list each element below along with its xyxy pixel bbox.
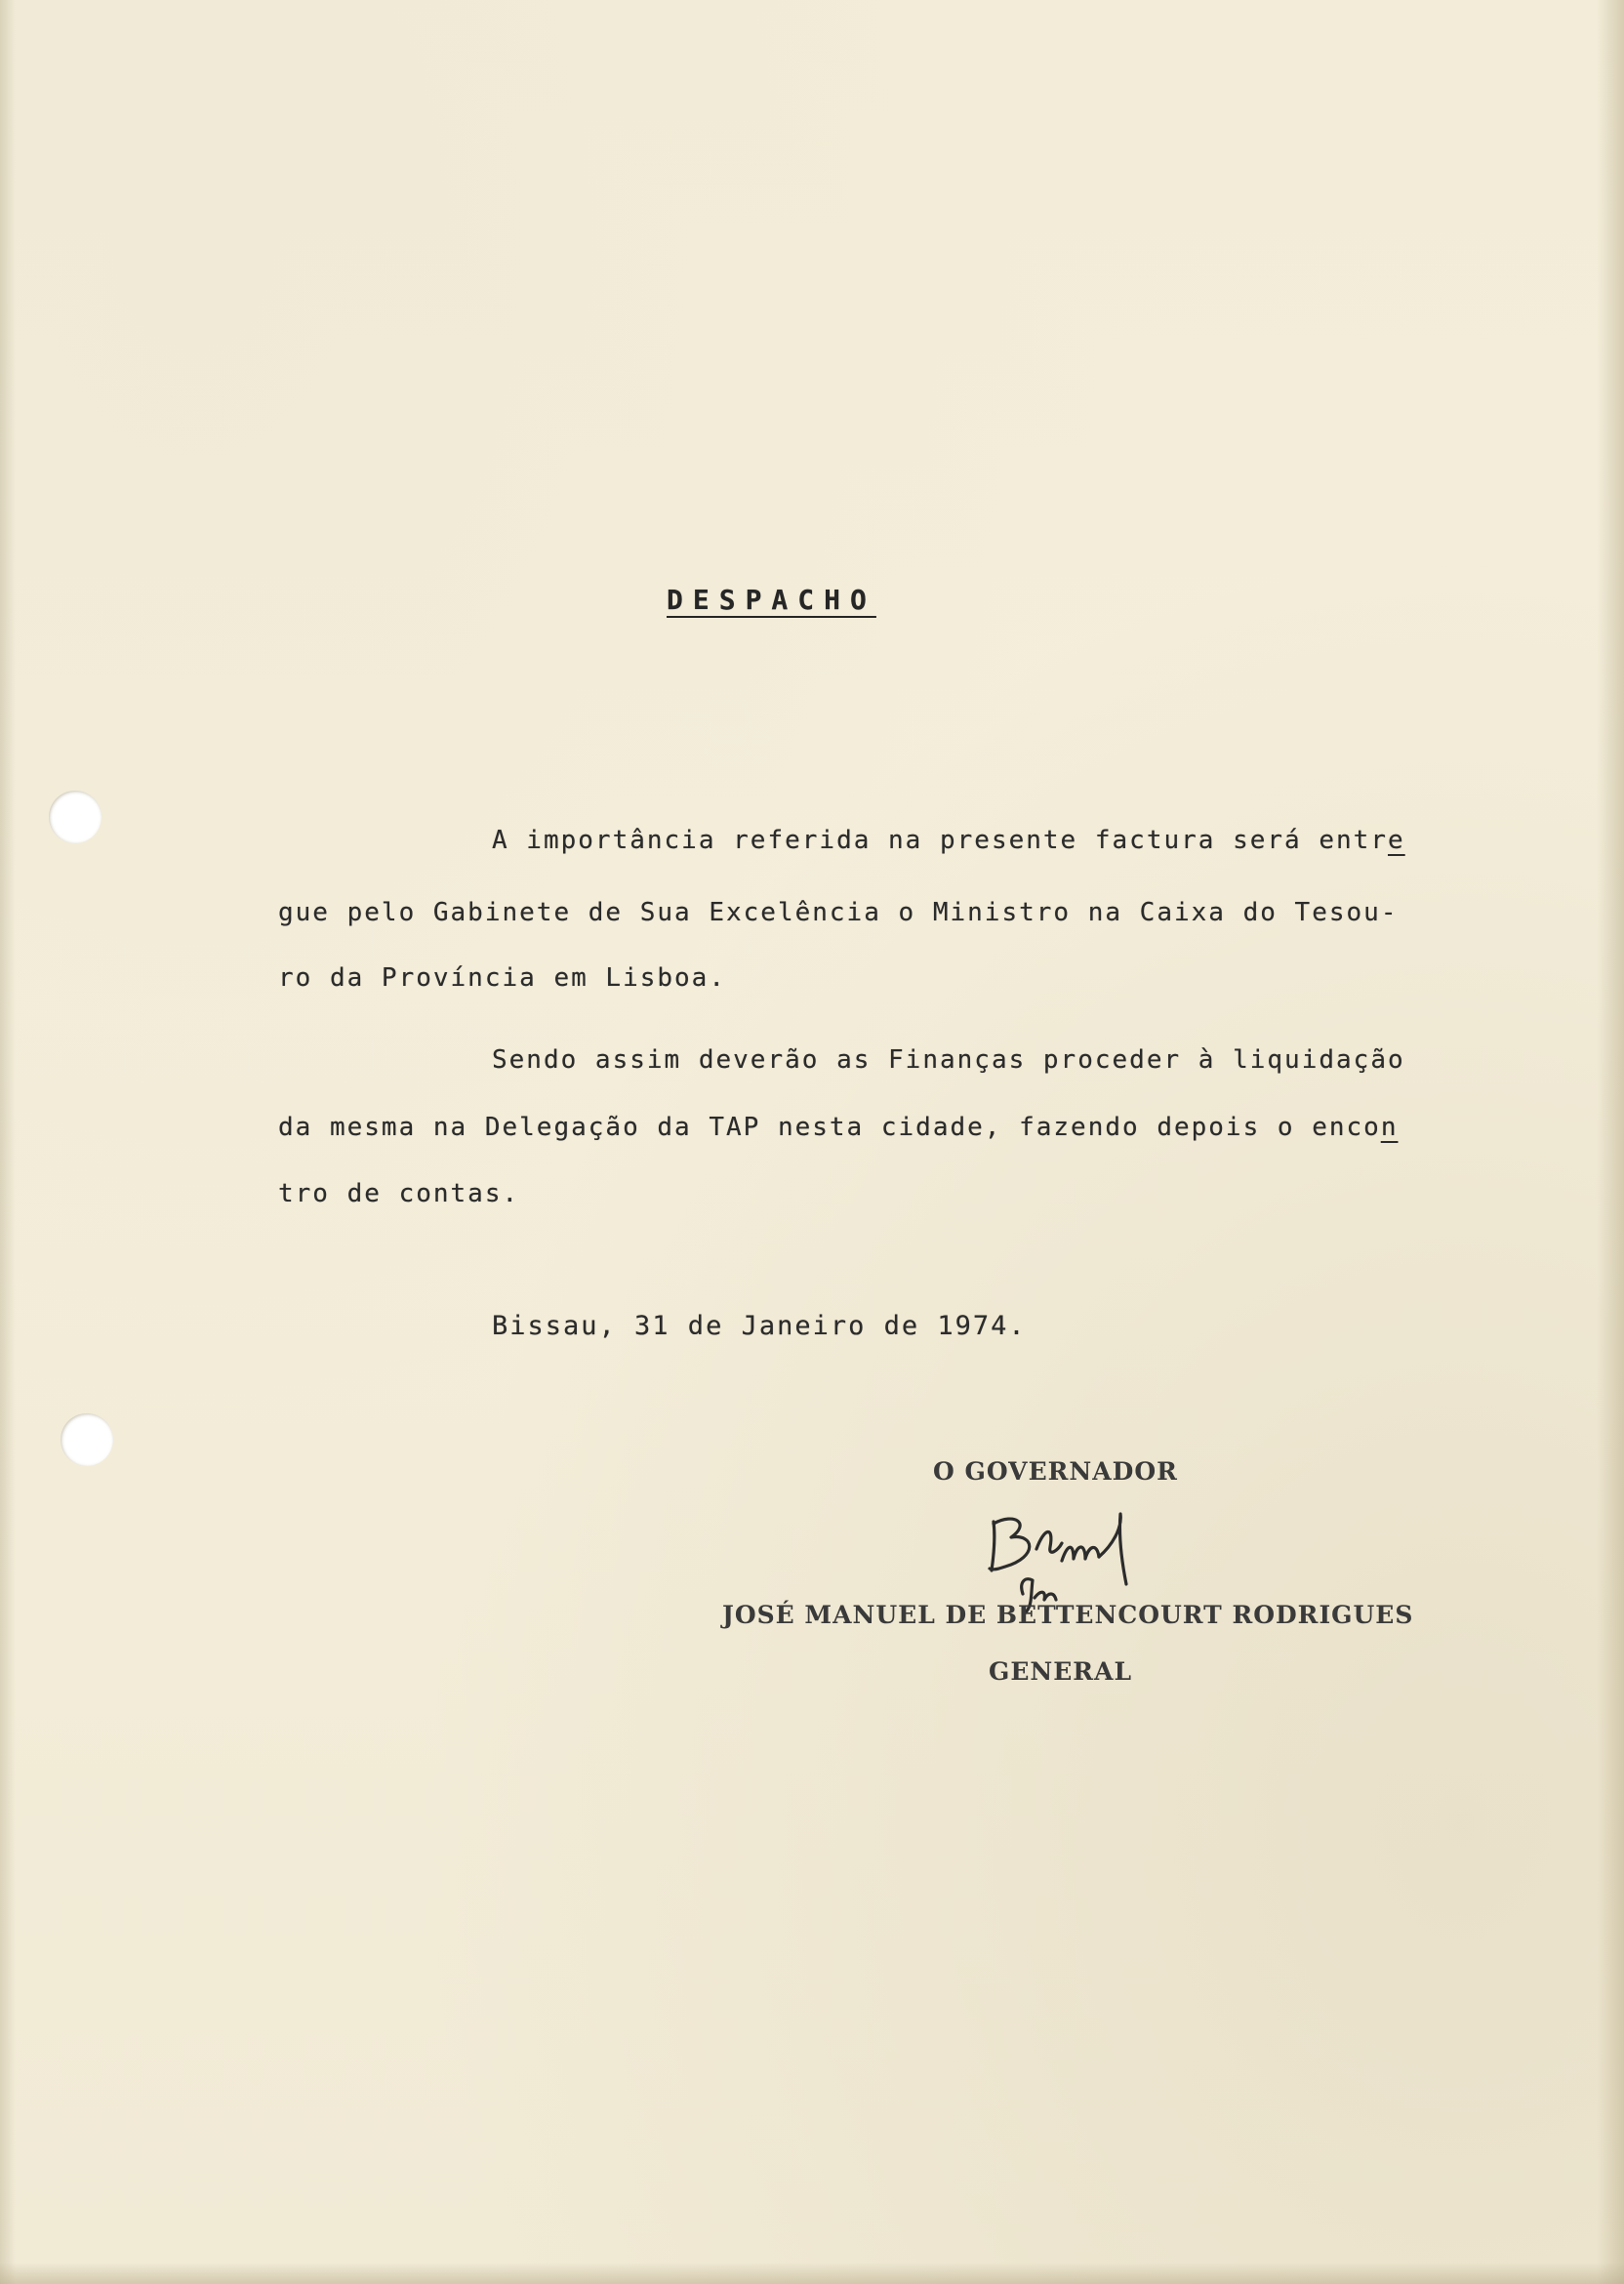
paragraph-1-line-1-text: A importância referida na presente factura será entr <box>492 826 1388 855</box>
document-title: DESPACHO <box>667 584 876 616</box>
scan-edge-bottom <box>0 2263 1624 2284</box>
date-line: Bissau, 31 de Janeiro de 1974. <box>492 1311 1027 1341</box>
paragraph-2-line-2-text: da mesma na Delegação da TAP nesta cidade, fazendo depois o enco <box>278 1113 1381 1142</box>
paragraph-1-line-1-underlined-letter: e <box>1387 826 1405 855</box>
paragraph-2-line-3: tro de contas. <box>278 1179 520 1208</box>
signatory-rank: GENERAL <box>989 1657 1133 1686</box>
paragraph-1-line-3: ro da Província em Lisboa. <box>278 963 726 993</box>
paragraph-2-line-2 <box>278 1113 1398 1142</box>
paragraph-1-line-1 <box>492 826 1405 855</box>
signatory-name: JOSÉ MANUEL DE BETTENCOURT RODRIGUES <box>722 1601 1414 1629</box>
punch-hole-lower <box>61 1413 113 1466</box>
paragraph-2-line-2-underlined-letter: n <box>1380 1113 1399 1142</box>
punch-hole-upper <box>49 791 102 843</box>
scan-edge-left <box>0 0 16 2284</box>
signatory-role: O GOVERNADOR <box>933 1457 1178 1486</box>
paragraph-2-line-1: Sendo assim deverão as Finanças proceder à liquidação <box>492 1045 1405 1075</box>
paragraph-1-line-2: gue pelo Gabinete de Sua Excelência o Ministro na Caixa do Tesou- <box>278 898 1399 927</box>
scan-edge-right <box>1597 0 1624 2284</box>
